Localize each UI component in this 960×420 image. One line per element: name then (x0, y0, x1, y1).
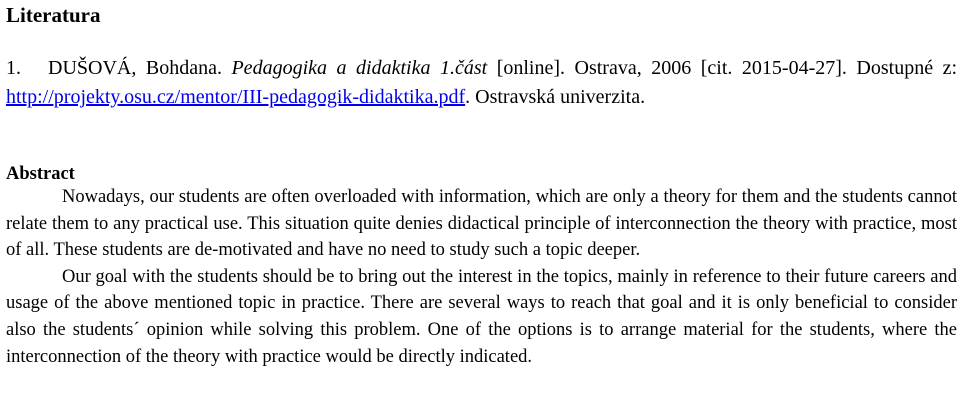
reference-url-link[interactable]: http://projekty.osu.cz/mentor/III-pedagogik-didaktika.pdf (6, 86, 466, 108)
reference-list (6, 54, 957, 112)
reference-publisher: . Ostravská univerzita. (465, 86, 646, 108)
abstract-paragraph-2: Our goal with the students should be to bring out the interest in the topics, mainly in reference to their future careers and usage of the above mentioned topic in practice. There are several ways to reach that goal and it is only beneficial to consider also the students´ opinion while solving this problem. One of the options is to arrange material for the students, where the interconnection of the theory with practice would be directly indicated. (6, 266, 957, 367)
abstract-paragraph-1: Nowadays, our students are often overloaded with information, which are only a theory for them and the students cannot relate them to any practical use. This situation quite denies didactical principle of interconnection the theory with practice, most of all. These students are de-motivated and have no need to study such a topic deeper. (6, 187, 957, 261)
reference-item (6, 54, 957, 112)
reference-number: 1. (6, 57, 21, 79)
reference-medium: [online]. Ostrava, 2006 [cit. 2015-04-27]. Dostupné z: (496, 57, 958, 79)
literature-heading: Literatura (6, 3, 101, 27)
document-page (6, 0, 957, 420)
abstract-body (6, 184, 957, 370)
reference-author: DUŠOVÁ, Bohdana. (48, 57, 222, 79)
reference-title: Pedagogika a didaktika 1.část (231, 57, 488, 79)
abstract-heading: Abstract (6, 164, 75, 184)
